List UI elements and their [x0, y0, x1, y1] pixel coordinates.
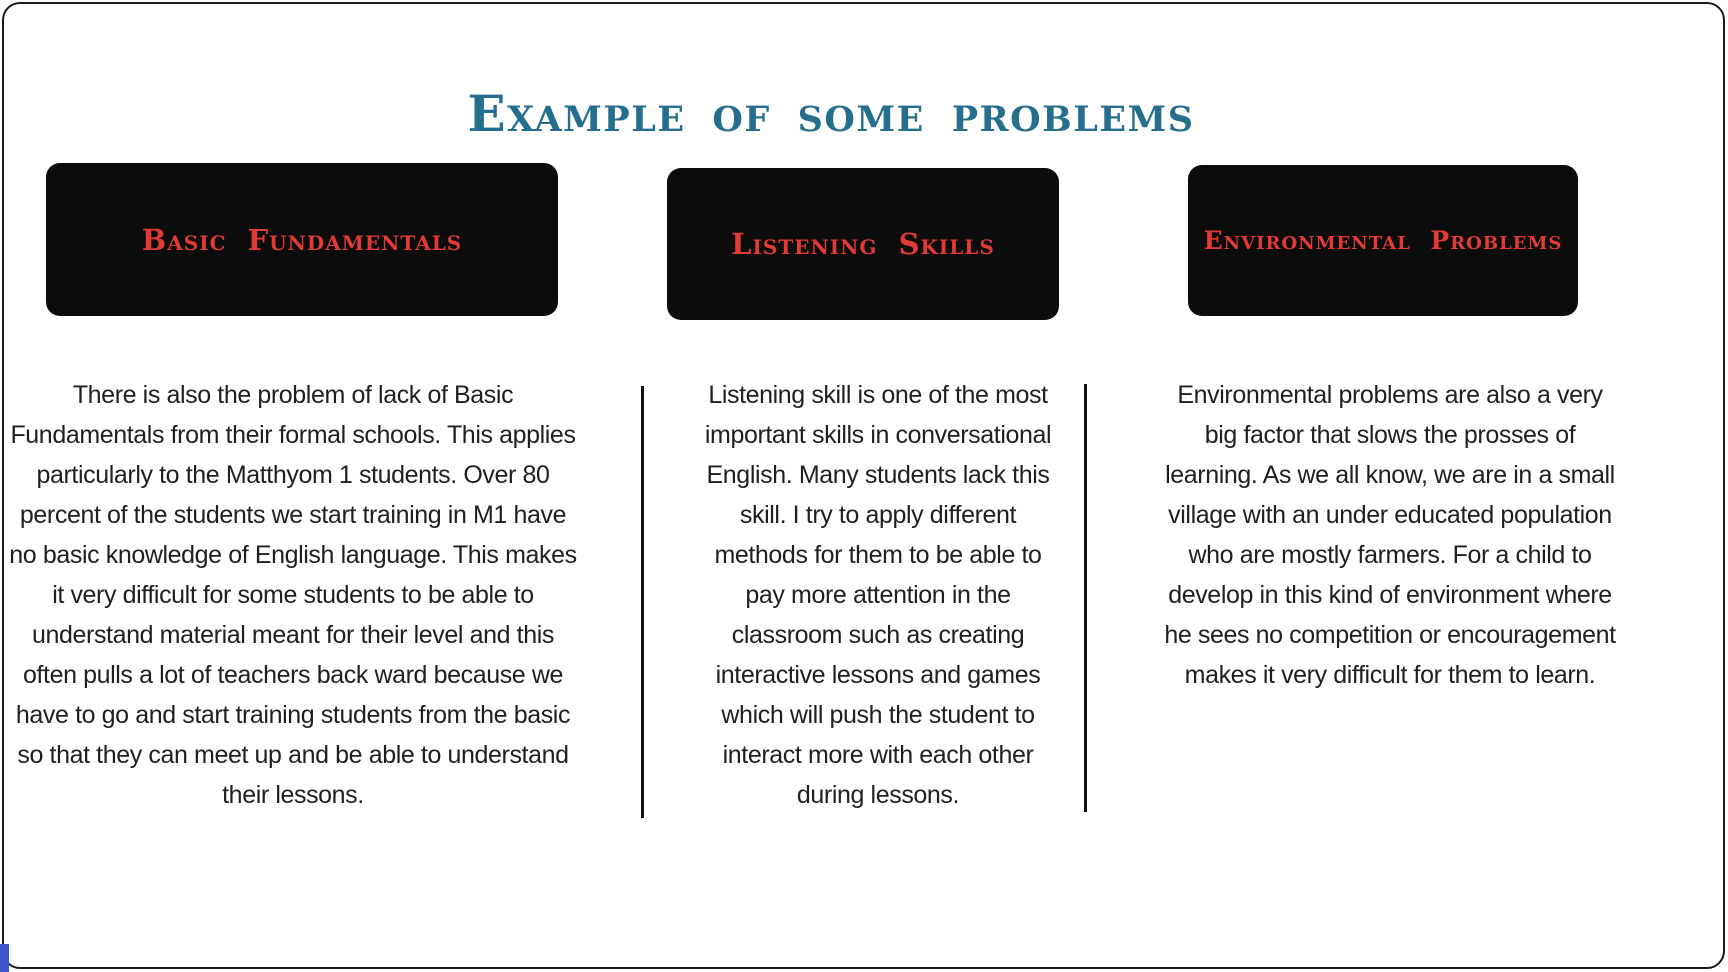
- header-label-environmental-problems: Environmental Problems: [1203, 226, 1563, 255]
- column-divider-left: [641, 386, 644, 818]
- column-divider-right: [1084, 384, 1087, 812]
- header-label-listening-skills: Listening Skills: [731, 227, 995, 261]
- paragraph-environmental-problems: Environmental problems are also a very big factor that slows the prosses of learning. As we all know, we are in a small village with an under educated population who are mostly farmers. For a child to develop in this kind of environment where he sees no competition or encouragement makes it very difficult for them to learn.: [1164, 381, 1616, 689]
- bottom-left-blue-bar: [0, 944, 9, 972]
- header-label-basic-fundamentals: Basic Fundamentals: [141, 222, 463, 257]
- header-card-listening-skills: [667, 168, 1059, 320]
- paragraph-listening-skills: Listening skill is one of the most important skills in conversational English. Many students lack this skill. I try to apply different methods for them to be able to pay more attention in the classroom such as creating interactive lessons and games which will push the student to interact more with each other during lessons.: [704, 381, 1052, 809]
- header-card-environmental-problems: [1188, 165, 1578, 316]
- header-card-basic-fundamentals: [46, 163, 558, 316]
- paragraph-basic-fundamentals: There is also the problem of lack of Basic Fundamentals from their formal schools. This applies particularly to the Matthyom 1 students. Over 80 percent of the students we start training in M1 have no basic knowledge of English language. This makes it very difficult for some students to be able to understand material meant for their level and this often pulls a lot of teachers back ward because we have to go and start training students from the basic so that they can meet up and be able to understand their lessons.: [9, 381, 577, 809]
- page-title: Example of some problems: [467, 83, 1195, 143]
